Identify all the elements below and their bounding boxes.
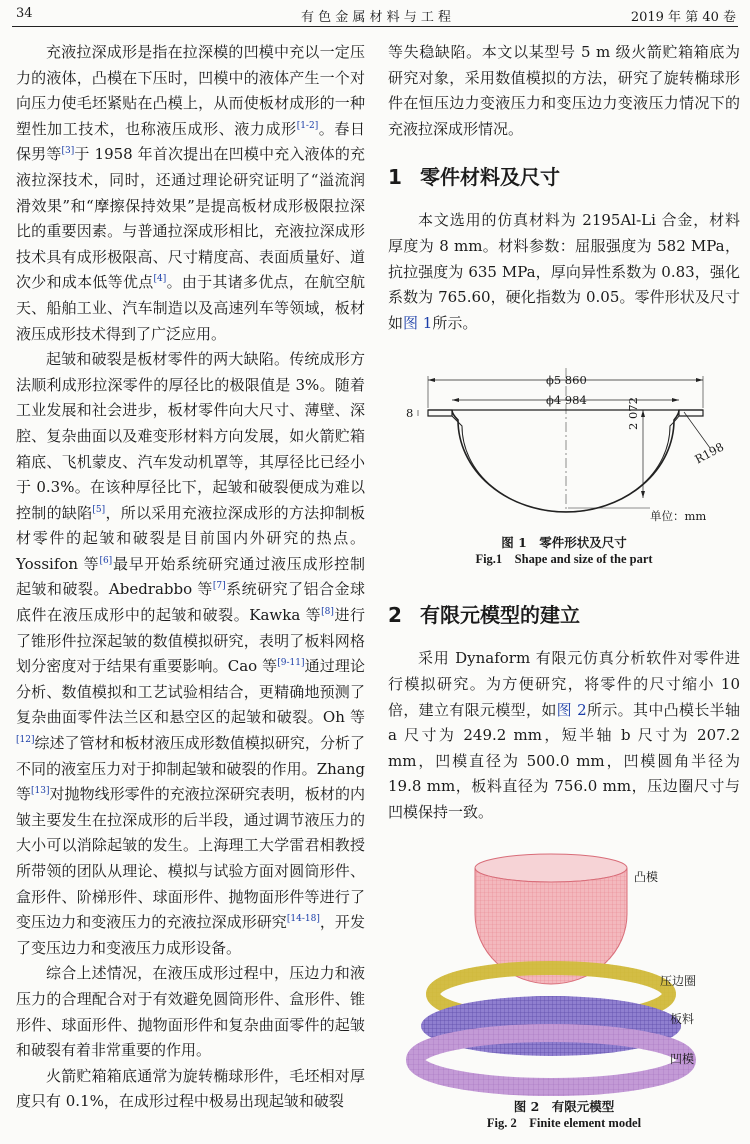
page-number: 34 <box>16 6 33 21</box>
issue-info: 2019 年 第 40 卷 <box>630 10 736 25</box>
citation[interactable]: [12] <box>16 735 35 746</box>
label-punch: 凸模 <box>634 869 659 884</box>
figure-1-caption: 图 1 零件形状及尺寸 Fig.1 Shape and size of the part <box>475 535 653 567</box>
paragraph-material: 本文选用的仿真材料为 2195Al-Li 合金，材料厚度为 8 mm。材料参数：屈服强度为 582 MPa，抗拉强度为 635 MPa，厚向异性系数为 0.83，强化系数为 765.60，硬化指数为 0.05。零件形状及尺寸如图 1所示。 <box>388 211 740 332</box>
dim-height: 2 072 <box>626 397 640 431</box>
citation[interactable]: [13] <box>31 786 50 797</box>
figure-2-model <box>388 844 740 1144</box>
journal-name: 有 色 金 属 材 料 与 工 程 <box>300 10 452 25</box>
paragraph-defects: 起皱和破裂是板材零件的两大缺陷。传统成形方法顺利成形拉深零件的厚径比的极限值是 3%。随着工业发展和社会进步，板材零件向大尺寸、薄壁、深腔、复杂曲面以及难变形材料方向发展，如火箭贮箱箱底、飞机蒙皮、汽车发动机罩等，其厚径比已经小于 0.3%。在该种厚径比下，起皱和破裂便成为难以控制的缺陷[5]，所以采用充液拉深成形的方法抑制板材零件的起皱和破裂是目前国内外研究的热点。Yossifon 等[6]最早开始系统研究通过液压成形控制起皱和破裂。Abedrabbo 等[7]系统研究了铝合金球底件在液压成形中的起皱和破裂。Kawka 等[8]进行了锥形件拉深起皱的数值模拟研究，表明了板料网格划分密度对于结果有重要影响。Cao 等[9-11]通过理论分析、数值模拟和工艺试验相结合，更精确地预测了复杂曲面零件法兰区和悬空区的起皱和破裂。Oh 等[12]综述了管材和板材液压成形数值模拟研究，分析了不同的液室压力对于抑制起皱和破裂的作用。Zhang 等[13]对抛物线形零件的充液拉深研究表明，板材的内皱主要发生在拉深成形的后半段，通过调节液压力的大小可以消除起皱的发生。上海理工大学雷君相教授所带领的团队从理论、模拟与试验方面对圆筒形件、盒形件、阶梯形件、球面形件、抛物面形件等进行了变压边力和变液压力的充液拉深成形研究[14-18]，开发了变压边力和变液压力成形设备。 <box>16 350 366 957</box>
paragraph-fem: 采用 Dynaform 有限元仿真分析软件对零件进行模拟研究。为方便研究，将零件的尺寸缩小 10 倍，建立有限元模型，如图 2所示。其中凸模长半轴 a 尺寸为 249.2 mm，短半轴 b 尺寸为 207.2 mm，凹模直径为 500.0 mm，凹模圆角半径为 19.8 mm，板料直径为 756.0 mm，压边圈尺寸与凹模保持一致。 <box>388 649 740 821</box>
figure-2-caption: 图 2 有限元模型 Fig. 2 Finite element model <box>486 1098 642 1130</box>
paragraph-tank: 火箭贮箱箱底通常为旋转椭球形件，毛坯相对厚度只有 0.1%，在成形过程中极易出现起皱和破裂 <box>16 1066 365 1111</box>
section-heading-2: 2 有限元模型的建立 <box>388 603 580 628</box>
figure-1-drawing <box>388 348 740 580</box>
citation[interactable]: [7] <box>212 581 226 592</box>
dim-radius: R198 <box>692 439 727 467</box>
dim-thickness: 8 <box>406 406 414 421</box>
label-blank: 板料 <box>670 1011 695 1026</box>
citation[interactable]: [4] <box>153 274 167 285</box>
left-column <box>16 40 365 1115</box>
right-column <box>388 40 740 1144</box>
citation[interactable]: [9-11] <box>277 658 305 669</box>
paragraph-intro: 充液拉深成形是指在拉深模的凹模中充以一定压力的液体，凸模在下压时，凹模中的液体产生一个对向压力使毛坯紧贴在凸模上，从而使板材成形的一种塑性加工技术，也称液压成形、液力成形[1-2]。春日保男等[3]于 1958 年首次提出在凹模中充入液体的充液拉深技术，同时，还通过理论研究证明了“溢流润滑效果”和“摩擦保持效果”是提高板材成形极限拉深比的重要因素。与普通拉深成形相比，充液拉深成形技术具有成形极限高、尺寸精度高、表面质量好、道次少和成本低等优点[4]。由于其诸多优点，在航空航天、船舶工业、汽车制造以及高速列车等领域，板材液压成形技术得到了广泛应用。 <box>16 43 365 343</box>
dim-outer-diameter: ϕ5 860 <box>546 373 587 388</box>
header-rule <box>12 26 738 27</box>
citation[interactable]: [8] <box>321 607 334 618</box>
figure-link[interactable]: 图 1 <box>403 313 433 332</box>
citation[interactable]: [5] <box>92 504 106 515</box>
dim-inner-diameter: ϕ4 984 <box>546 393 587 408</box>
paragraph-continued: 等失稳缺陷。本文以某型号 5 m 级火箭贮箱箱底为研究对象，采用数值模拟的方法，研究了旋转椭球形件在恒压边力变液压力和变压边力变液压力情况下的充液拉深成形情况。 <box>388 43 740 138</box>
running-header <box>16 4 736 26</box>
citation[interactable]: [3] <box>61 146 75 157</box>
citation[interactable]: [14-18] <box>286 914 320 925</box>
label-blank-holder: 压边圈 <box>660 973 697 988</box>
figure-link[interactable]: 图 2 <box>556 700 587 719</box>
citation[interactable]: [1-2] <box>296 120 319 131</box>
unit-label: 单位：mm <box>650 509 707 524</box>
label-die: 凹模 <box>670 1051 695 1066</box>
citation[interactable]: [6] <box>99 555 113 566</box>
section-heading-1: 1 零件材料及尺寸 <box>388 165 560 190</box>
paragraph-summary: 综合上述情况，在液压成形过程中，压边力和液压力的合理配合对于有效避免圆筒形件、盒形件、锥形件、球面形件、抛物面形件和复杂曲面零件的起皱和破裂有着非常重要的作用。 <box>16 964 365 1060</box>
